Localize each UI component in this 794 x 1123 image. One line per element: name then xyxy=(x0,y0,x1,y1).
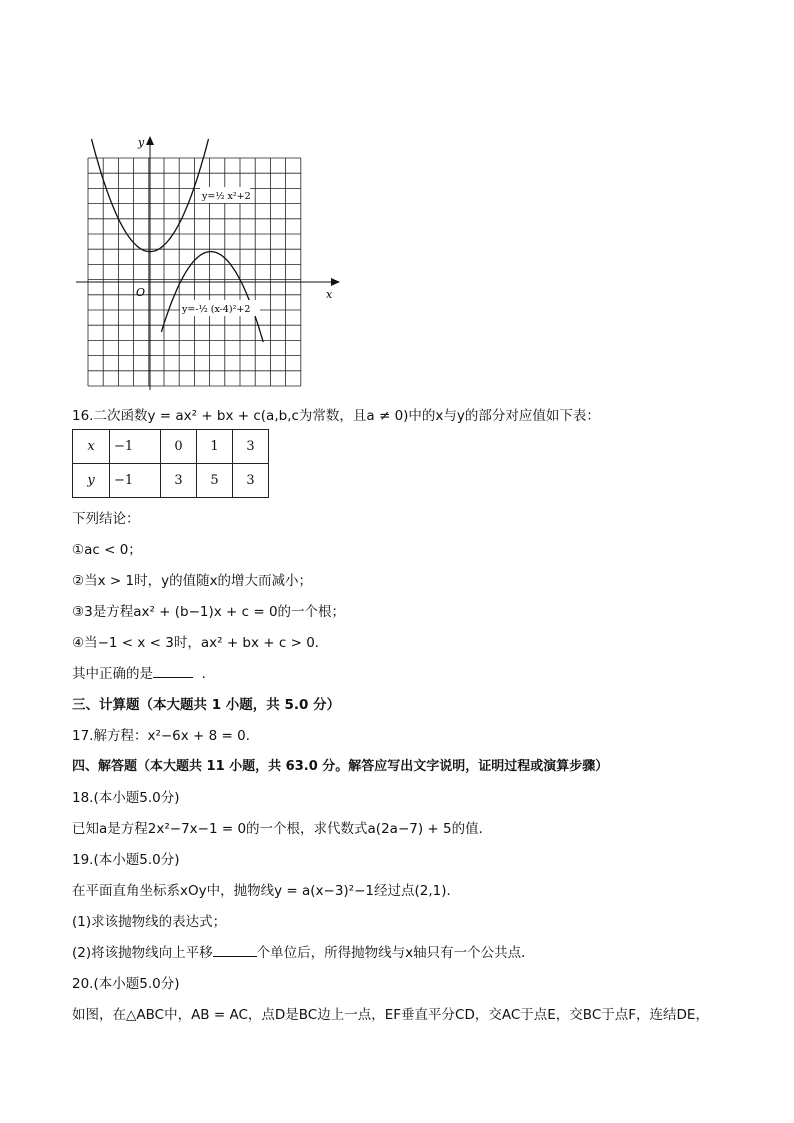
table-cell: 3 xyxy=(233,430,269,464)
q19-part-1: (1)求该抛物线的表达式； xyxy=(72,914,227,930)
q19-part-2-end: 个单位后，所得抛物线与x轴只有一个公共点． xyxy=(256,945,535,961)
grid xyxy=(88,158,301,386)
conclusion-2: ②当x > 1时，y的值随x的增大而减小； xyxy=(72,573,313,589)
q16-stem: 16.二次函数y = ax² + bx + c(a,b,c为常数，且a ≠ 0)中的x与y的部分对应值如下表： xyxy=(72,408,600,424)
q19-head: 19.(本小题5.0分) xyxy=(72,852,180,868)
parabola-curve-2 xyxy=(161,252,263,343)
conclusion-4: ④当−1 < x < 3时，ax² + bx + c > 0． xyxy=(72,635,329,651)
section-4-heading: 四、解答题（本大题共 11 小题，共 63.0 分。解答应写出文字说明，证明过程或演算步骤） xyxy=(72,759,609,774)
answer-blank[interactable] xyxy=(153,665,193,678)
table-row xyxy=(73,430,269,464)
conclusions-lead: 下列结论： xyxy=(72,511,140,527)
value-table xyxy=(72,429,269,498)
table-cell: 5 xyxy=(197,464,233,498)
q18-body: 已知a是方程2x²−7x−1 = 0的一个根，求代数式a(2a−7) + 5的值． xyxy=(72,821,493,837)
curve-2-equation: y=-½ (x-4)²+2 xyxy=(182,304,251,315)
conclusion-3: ③3是方程ax² + (b−1)x + c = 0的一个根； xyxy=(72,604,346,620)
x-axis-label: x xyxy=(326,288,333,301)
table-cell: 0 xyxy=(161,430,197,464)
q20-body: 如图，在△ABC中，AB = AC，点D是BC边上一点，EF垂直平分CD，交AC于点E，交BC于点F，连结DE， xyxy=(72,1007,709,1023)
q20-head: 20.(本小题5.0分) xyxy=(72,976,180,992)
y-axis-label: y xyxy=(138,136,145,149)
answer-prompt: 其中正确的是 xyxy=(72,666,153,682)
table-cell: 3 xyxy=(233,464,269,498)
q17-text: 17.解方程：x²−6x + 8 = 0． xyxy=(72,728,260,744)
q16-answer-line xyxy=(72,662,215,682)
q19-part-2 xyxy=(72,941,535,961)
table-row xyxy=(73,464,269,498)
table-cell: 3 xyxy=(161,464,197,498)
parabola-graph xyxy=(70,132,350,394)
table-cell: 1 xyxy=(197,430,233,464)
origin-label: O xyxy=(136,286,146,299)
section-3-heading: 三、计算题（本大题共 1 小题，共 5.0 分） xyxy=(72,697,341,713)
conclusion-1: ①ac < 0； xyxy=(72,542,142,558)
answer-end: ． xyxy=(201,666,216,682)
table-header-y: y xyxy=(73,464,110,498)
q19-body: 在平面直角坐标系xOy中，抛物线y = a(x−3)²−1经过点(2,1)． xyxy=(72,883,460,899)
y-axis xyxy=(146,136,154,390)
curve-1-equation: y=½ x²+2 xyxy=(202,191,251,202)
q18-head: 18.(本小题5.0分) xyxy=(72,790,180,806)
answer-blank[interactable] xyxy=(213,944,257,957)
q19-part-2-start: (2)将该抛物线向上平移 xyxy=(72,945,213,961)
table-cell: −1 xyxy=(110,430,161,464)
table-header-x: x xyxy=(73,430,110,464)
table-cell: −1 xyxy=(110,464,161,498)
